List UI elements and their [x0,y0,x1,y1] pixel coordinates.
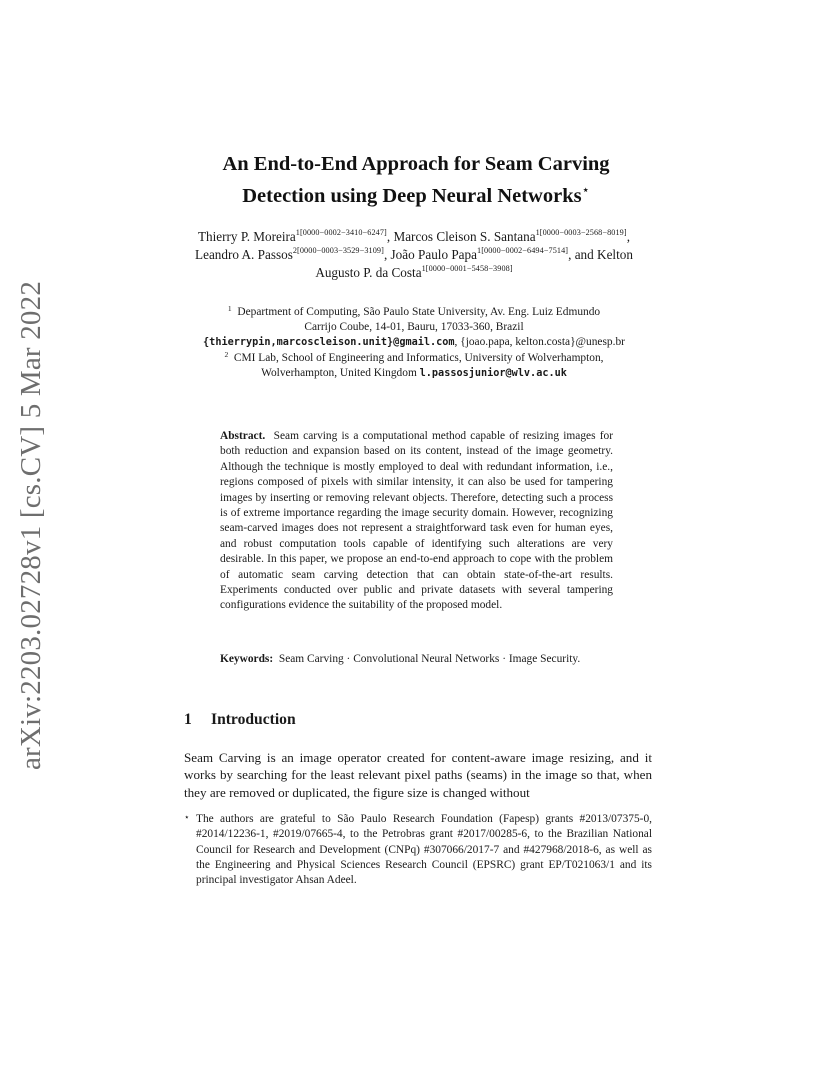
author-name: Marcos Cleison S. Santana [393,229,536,244]
author-name: Thierry P. Moreira [197,229,296,244]
affiliation-2 [186,351,642,366]
affiliation-2-line-2 [186,366,642,381]
author-separator: , [626,229,630,244]
affiliation-2-line-1: CMI Lab, School of Engineering and Informatics, University of Wolverhampton, [233,351,604,364]
affiliation-number: 2 [224,349,229,359]
author-orcid: 1[0000−0003−2568−8019] [535,228,627,237]
keywords [220,652,613,667]
author-orcid: 1[0000−0002−3410−6247] [295,228,387,237]
paper-title [190,151,642,209]
section-title-text: Introduction [211,711,296,728]
author-orcid: 2[0000−0003−3529−3109] [292,246,384,255]
keywords-text: Seam Carving · Convolutional Neural Networks · Image Security. [278,653,581,665]
title-line-1: An End-to-End Approach for Seam Carving [222,153,610,175]
section-number: 1 [184,711,192,728]
arxiv-stamp-text: arXiv:2203.02728v1 [cs.CV] 5 Mar 2022 [15,280,48,770]
footnote-mark: ⋆ [184,812,190,822]
author-separator: , [383,247,391,262]
author-list [188,228,640,282]
abstract-label: Abstract. [220,430,266,442]
footnote-text: The authors are grateful to São Paulo Research Foundation (Fapesp) grants #2013/07375-0, #2014/12236-1, #2019/07665-4, to the Petrobras grant #2017/00285-6, to the Brazilian National Council for Research and Development (CNPq) #307066/2017-7 and #427968/2018-6, as well as the Engineering and Physical Sciences Research Council (EPSRC) grant EP/T021063/1 and its principal investigator Ahsan Adeel. [196,813,652,887]
affiliation-1-line-1: Department of Computing, São Paulo State University, Av. Eng. Luiz Edmundo [237,306,601,318]
title-footnote-mark: ⋆ [581,182,590,197]
affiliations [186,305,642,381]
footnote [184,812,652,888]
author-name: Leandro A. Passos [195,247,293,262]
arxiv-stamp [6,280,58,770]
title-line-2-text: Detection using Deep Neural Networks [242,184,582,207]
email-address[interactable]: {thierrypin,marcoscleison.unit}@gmail.com [203,337,455,349]
affiliation-1 [186,305,642,320]
title-line-2 [190,177,642,209]
author-separator: , [386,229,394,244]
affiliation-2-location: Wolverhampton, United Kingdom [261,366,420,379]
abstract-text: Seam carving is a computational method capable of resizing images for both reduction and expansion based on its content, instead of the image geometry. Although the technique is mostly employed to deal with redundant information, i.e., regions composed of pixels with similar intensity, it can also be used for tampering images by inserting or removing relevant objects. Therefore, detecting such a process is of extreme importance regarding the image security domain. However, recognizing seam-carved images does not represent a straightforward task even for human eyes, and robust computation tools capable of identifying such alterations are very desirable. In this paper, we propose an end-to-end approach to cope with the problem of automatic seam carving detection that can obtain state-of-the-art results. Experiments conducted over public and private datasets with several tampering configurations evidence the suitability of the proposed model. [220,430,613,612]
author-separator: , and [568,247,598,262]
author-name: João Paulo Papa [390,247,477,262]
affiliation-1-emails [186,335,642,350]
affiliation-number: 1 [227,304,232,313]
section-heading [184,711,296,729]
affiliation-1-line-2: Carrijo Coube, 14-01, Bauru, 17033-360, Brazil [304,321,524,334]
author-orcid: 1[0000−0002−6494−7514] [477,246,569,255]
email-address[interactable]: l.passosjunior@wlv.ac.uk [419,367,567,379]
keywords-label: Keywords: [220,653,274,665]
author-orcid: 1[0000−0001−5458−3908] [421,264,513,273]
intro-paragraph: Seam Carving is an image operator created for content-aware image resizing, and it works by searching for the least relevant pixel paths (seams) in the image so that, when they are removed or duplicated, the figure size is changed without [184,750,652,800]
email-address[interactable]: , {joao.papa, kelton.costa}@unesp.br [454,336,625,349]
abstract [220,429,613,614]
author-name: Kelton Augusto P. da Costa [315,247,633,280]
